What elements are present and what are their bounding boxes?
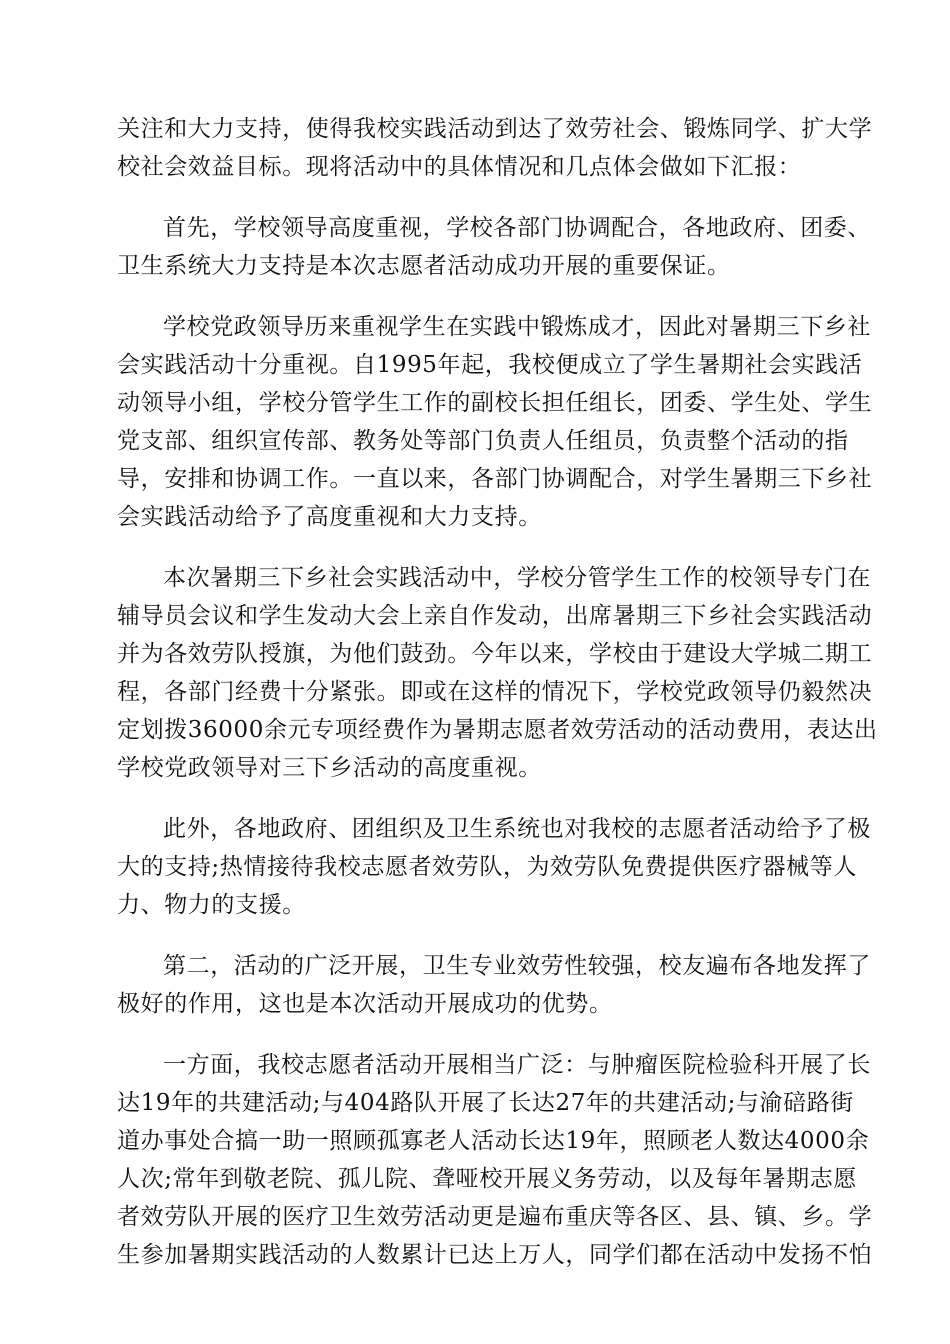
text-line: 党支部、组织宣传部、教务处等部门负责人任组员，负责整个活动的指 — [117, 428, 849, 454]
text-line: 会实践活动十分重视。自1995年起，我校便成立了学生暑期社会实践活 — [117, 352, 863, 378]
text-line: 校社会效益目标。现将活动中的具体情况和几点体会做如下汇报： — [117, 154, 802, 180]
text-line: 生参加暑期实践活动的人数累计已达上万人，同学们都在活动中发扬不怕 — [117, 1242, 873, 1268]
text-line: 导，安排和协调工作。一直以来，各部门协调配合，对学生暑期三下乡社 — [117, 466, 873, 492]
paragraph — [117, 947, 871, 1023]
text-line: 学校党政领导历来重视学生在实践中锻炼成才，因此对暑期三下乡社 — [163, 314, 871, 340]
text-line: 人次;常年到敬老院、孤儿院、聋哑校开展义务劳动，以及每年暑期志愿 — [117, 1166, 857, 1192]
text-line: 第二，活动的广泛开展，卫生专业效劳性较强，校友遍布各地发挥了 — [163, 953, 871, 979]
text-line: 本次暑期三下乡社会实践活动中，学校分管学生工作的校领导专门在 — [163, 565, 871, 591]
paragraph — [117, 209, 871, 285]
text-line: 程，各部门经费十分紧张。即或在这样的情况下，学校党政领导仍毅然决 — [117, 679, 873, 705]
text-line: 并为各效劳队授旗，为他们鼓劲。今年以来，学校由于建设大学城二期工 — [117, 641, 873, 667]
paragraph — [117, 308, 873, 536]
paragraph — [117, 110, 873, 186]
text-line: 首先，学校领导高度重视，学校各部门协调配合，各地政府、团委、 — [163, 215, 871, 241]
text-line: 极好的作用，这也是本次活动开展成功的优势。 — [117, 991, 613, 1017]
text-line: 者效劳队开展的医疗卫生效劳活动更是遍布重庆等各区、县、镇、乡。学 — [117, 1204, 873, 1230]
text-line: 道办事处合搞一助一照顾孤寡老人活动长达19年，照顾老人数达4000余 — [117, 1128, 870, 1154]
text-line: 动领导小组，学校分管学生工作的副校长担任组长，团委、学生处、学生 — [117, 390, 873, 416]
text-line: 大的支持;热情接待我校志愿者效劳队，为效劳队免费提供医疗器械等人 — [117, 854, 857, 880]
text-line: 会实践活动给予了高度重视和大力支持。 — [117, 504, 542, 530]
text-line: 一方面，我校志愿者活动开展相当广泛：与肿瘤医院检验科开展了长 — [163, 1052, 871, 1078]
paragraph — [117, 810, 871, 924]
text-line: 此外，各地政府、团组织及卫生系统也对我校的志愿者活动给予了极 — [163, 816, 871, 842]
text-line: 达19年的共建活动;与404路队开展了长达27年的共建活动;与渝碚路街 — [117, 1090, 854, 1116]
text-line: 卫生系统大力支持是本次志愿者活动成功开展的重要保证。 — [117, 253, 731, 279]
paragraph — [117, 1046, 873, 1274]
document-page — [117, 110, 878, 1297]
text-line: 学校党政领导对三下乡活动的高度重视。 — [117, 755, 542, 781]
text-line: 关注和大力支持，使得我校实践活动到达了效劳社会、锻炼同学、扩大学 — [117, 116, 873, 142]
paragraph — [117, 559, 878, 787]
text-line: 力、物力的支援。 — [117, 892, 306, 918]
text-line: 定划拨36000余元专项经费作为暑期志愿者效劳活动的活动费用，表达出 — [117, 717, 878, 743]
text-line: 辅导员会议和学生发动大会上亲自作发动，出席暑期三下乡社会实践活动 — [117, 603, 873, 629]
